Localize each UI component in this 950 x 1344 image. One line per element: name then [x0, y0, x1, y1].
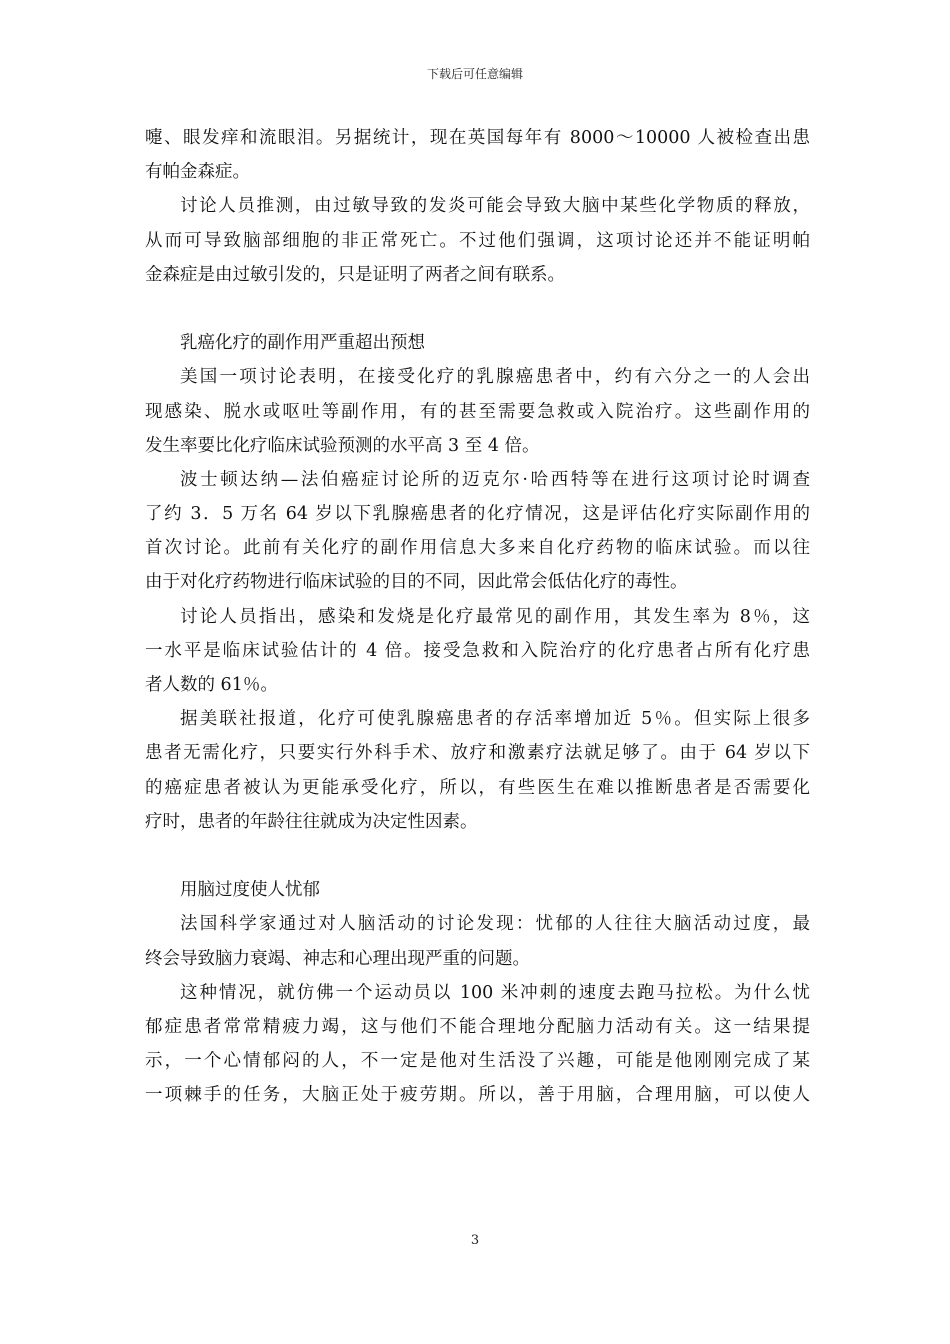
- text-line: 现感染、脱水或呕吐等副作用，有的甚至需要急救或入院治疗。这些副作用的: [145, 401, 810, 422]
- text-line: 首次讨论。此前有关化疗的副作用信息大多来自化疗药物的临床试验。而以往: [145, 538, 810, 559]
- paragraph-start: 讨论人员指出，感染和发烧是化疗最常见的副作用，其发生率为 8％，这: [180, 606, 810, 627]
- paragraph-gap: [145, 839, 810, 873]
- paragraph-gap: [145, 292, 810, 326]
- text-line: 郁症患者常常精疲力竭，这与他们不能合理地分配脑力活动有关。这一结果提: [145, 1016, 810, 1037]
- paragraph-start: 法国科学家通过对人脑活动的讨论发现：忧郁的人往往大脑活动过度，最: [180, 914, 810, 935]
- paragraph-start: 讨论人员推测，由过敏导致的发炎可能会导致大脑中某些化学物质的释放，: [180, 196, 810, 217]
- text-line: 发生率要比化疗临床试验预测的水平高 3 至 4 倍。: [145, 435, 540, 456]
- text-line: 终会导致脑力衰竭、神志和心理出现严重的问题。: [145, 948, 530, 969]
- paragraph-start: 据美联社报道，化疗可使乳腺癌患者的存活率增加近 5％。但实际上很多: [180, 709, 810, 730]
- document-body: [145, 121, 810, 1112]
- text-line: 由于对化疗药物进行临床试验的目的不同，因此常会低估化疗的毒性。: [145, 572, 688, 593]
- text-line: 的癌症患者被认为更能承受化疗，所以，有些医生在难以推断患者是否需要化: [145, 777, 810, 798]
- text-line: 患者无需化疗，只要实行外科手术、放疗和激素疗法就足够了。由于 64 岁以下: [145, 743, 810, 764]
- text-line: 从而可导致脑部细胞的非正常死亡。不过他们强调，这项讨论还并不能证明帕: [145, 230, 810, 251]
- section-heading: 乳癌化疗的副作用严重超出预想: [180, 333, 425, 354]
- text-line: 一水平是临床试验估计的 4 倍。接受急救和入院治疗的化疗患者占所有化疗患: [145, 640, 810, 661]
- page-header: 下载后可任意编辑: [426, 67, 523, 81]
- text-line: 一项棘手的任务，大脑正处于疲劳期。所以，善于用脑，合理用脑，可以使人: [145, 1085, 810, 1106]
- section-heading: 用脑过度使人忧郁: [180, 880, 320, 901]
- text-line: 金森症是由过敏引发的，只是证明了两者之间有联系。: [145, 264, 565, 285]
- text-line: 者人数的 61％。: [145, 675, 278, 695]
- text-line: 嚏、眼发痒和流眼泪。另据统计，现在英国每年有 8000～10000 人被检查出患: [145, 128, 810, 148]
- page-number: 3: [470, 1233, 480, 1248]
- paragraph-start: 波士顿达纳—法伯癌症讨论所的迈克尔·哈西特等在进行这项讨论时调查: [180, 469, 810, 490]
- text-line: 疗时，患者的年龄往往就成为决定性因素。: [145, 811, 478, 832]
- text-line: 有帕金森症。: [145, 162, 250, 183]
- text-line: 示，一个心情郁闷的人，不一定是他对生活没了兴趣，可能是他刚刚完成了某: [145, 1051, 810, 1072]
- text-line: 了约 3．5 万名 64 岁以下乳腺癌患者的化疗情况，这是评估化疗实际副作用的: [145, 504, 810, 525]
- paragraph-start: 这种情况，就仿佛一个运动员以 100 米冲刺的速度去跑马拉松。为什么忧: [180, 982, 810, 1003]
- paragraph-start: 美国一项讨论表明，在接受化疗的乳腺癌患者中，约有六分之一的人会出: [180, 367, 810, 388]
